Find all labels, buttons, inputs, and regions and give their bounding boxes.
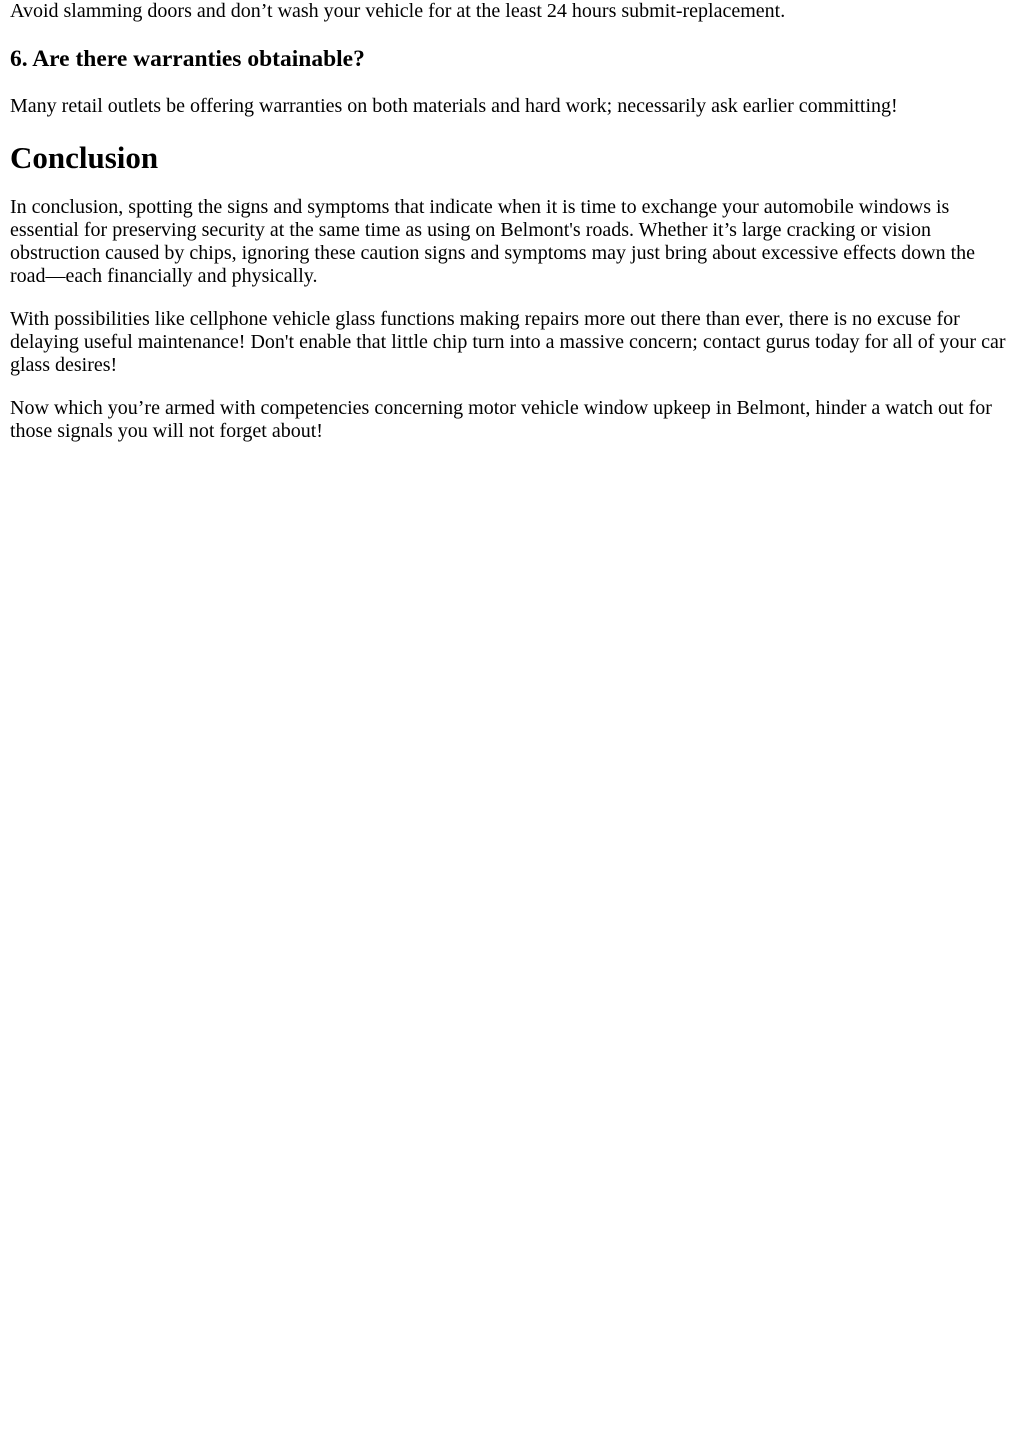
intro-paragraph: Avoid slamming doors and don’t wash your vehicle for at the least 24 hours submit-replacement. bbox=[10, 0, 786, 22]
conclusion-paragraph-3: Now which you’re armed with competencies concerning motor vehicle window upkeep in Belmont, hinder a watch out for those signals you will not forget about! bbox=[10, 397, 992, 442]
faq-heading: 6. Are there warranties obtainable? bbox=[10, 46, 365, 72]
conclusion-paragraph-2: With possibilities like cellphone vehicle glass functions making repairs more out there than ever, there is no excuse for delaying useful maintenance! Don't enable that little chip turn into a massive concern; contact gurus today for all of your car glass desires! bbox=[10, 308, 1006, 376]
faq-answer: Many retail outlets be offering warranties on both materials and hard work; necessarily ask earlier committing! bbox=[10, 95, 898, 117]
conclusion-heading: Conclusion bbox=[10, 140, 159, 175]
conclusion-paragraph-1: In conclusion, spotting the signs and symptoms that indicate when it is time to exchange your automobile windows is essential for preserving security at the same time as using on Belmont's roads. Whether it’s large cracking or vision obstruction caused by chips, ignoring these caution signs and symptoms may just bring about excessive effects down the road—each financially and physically. bbox=[10, 196, 976, 287]
article-body bbox=[0, 0, 1024, 443]
